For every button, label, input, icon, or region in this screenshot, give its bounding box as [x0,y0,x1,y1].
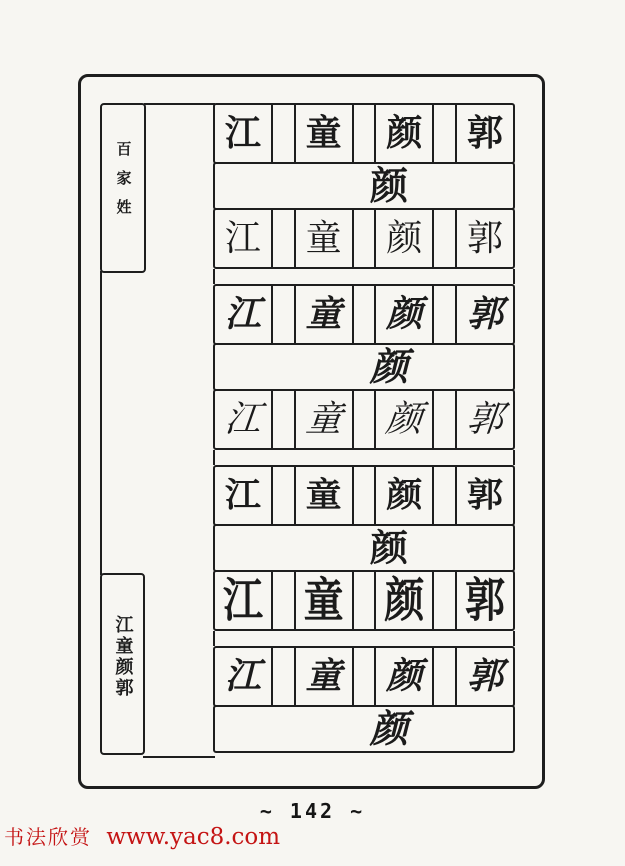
model-char-cell [296,391,354,448]
model-char-cell [376,467,434,524]
practice-gap-cell [434,391,457,448]
model-char: 江 [224,217,261,259]
spacer-row [213,450,515,465]
model-row-cursive [213,389,515,450]
practice-gap-cell [434,467,457,524]
practice-gap-cell [273,467,296,524]
practice-gap-cell [273,286,296,343]
highlight-char: 颜 [369,527,408,569]
practice-gap-cell [354,572,377,629]
watermark-site-url: www.yac8.com [106,824,281,850]
model-char-cell [457,391,513,448]
model-char: 郭 [467,475,504,515]
model-row-regular-script-2 [213,208,515,269]
model-char-cell [215,286,273,343]
model-char-cell [376,210,434,267]
model-char-cell [215,105,273,162]
surname-grid [213,103,515,758]
model-row-semi-cursive [213,284,515,345]
left-rail-line [100,271,102,575]
model-char-cell [296,105,354,162]
practice-gap-cell [273,648,296,705]
model-char: 童 [305,293,342,335]
spacer-row [213,631,515,646]
highlight-row-clerical [213,524,515,572]
highlight-row-running [213,705,515,753]
practice-gap-cell [354,391,377,448]
practice-gap-cell [434,648,457,705]
book-title: 百家姓 [114,140,133,228]
model-char: 郭 [465,573,506,628]
model-char: 江 [222,398,264,440]
model-char: 颜 [386,293,423,335]
sidebar-title-box [100,103,146,273]
highlight-row-regular-script [213,162,515,210]
model-char-cell [457,572,513,629]
practice-gap-cell [354,105,377,162]
practice-gap-cell [354,648,377,705]
model-char: 童 [305,217,342,259]
model-char: 童 [305,655,342,697]
model-char: 江 [224,655,261,697]
highlight-char: 颜 [369,707,408,751]
model-char-cell [376,391,434,448]
model-char: 郭 [467,655,504,697]
model-char-cell [457,210,513,267]
copybook-page-frame [78,74,545,789]
model-char: 童 [305,475,342,515]
watermark [4,821,280,850]
model-char-cell [215,210,273,267]
practice-gap-cell [273,105,296,162]
highlight-row-semi-cursive [213,343,515,391]
model-char: 郭 [464,398,506,440]
practice-gap-cell [434,105,457,162]
model-char-cell [296,286,354,343]
practice-gap-cell [434,210,457,267]
surnames-label: 江童颜郭 [112,615,134,699]
model-char: 颜 [384,398,425,440]
model-char-cell [457,648,513,705]
model-char-cell [296,467,354,524]
model-char: 江 [224,293,261,335]
model-char-cell [376,648,434,705]
model-char-cell [215,572,273,629]
bottom-border-connector [143,756,215,758]
model-row-running [213,646,515,707]
model-char-cell [296,210,354,267]
highlight-char: 颜 [369,164,408,208]
practice-gap-cell [273,391,296,448]
practice-gap-cell [354,210,377,267]
model-char-cell [296,648,354,705]
model-char-cell [215,391,273,448]
practice-gap-cell [434,572,457,629]
model-char: 童 [305,112,342,154]
model-row-regular-script [213,103,515,164]
model-char: 江 [224,475,261,515]
model-char: 童 [303,398,344,440]
spacer-row [213,269,515,284]
model-char: 颜 [384,573,425,628]
model-row-clerical [213,465,515,526]
practice-gap-cell [273,210,296,267]
model-char: 童 [303,573,344,628]
model-char-cell [376,286,434,343]
model-char: 江 [222,573,263,628]
sidebar-surnames-box [100,573,145,755]
model-char-cell [457,467,513,524]
top-border-connector [144,103,215,105]
model-char-cell [376,572,434,629]
model-char: 江 [224,112,261,154]
watermark-site-name: 书法欣赏 [4,825,92,849]
page-number: ~ 142 ~ [259,799,366,823]
practice-gap-cell [354,467,377,524]
model-char-cell [215,467,273,524]
practice-gap-cell [434,286,457,343]
model-char: 颜 [386,655,423,697]
model-row-seal [213,570,515,631]
practice-gap-cell [354,286,377,343]
practice-gap-cell [273,572,296,629]
model-char: 颜 [386,217,423,259]
model-char: 颜 [386,475,423,515]
model-char-cell [296,572,354,629]
model-char-cell [376,105,434,162]
model-char-cell [457,286,513,343]
model-char: 郭 [467,112,504,154]
model-char: 颜 [386,112,423,154]
model-char: 郭 [467,217,504,259]
highlight-char: 颜 [369,345,408,389]
model-char: 郭 [467,293,504,335]
model-char-cell [215,648,273,705]
model-char-cell [457,105,513,162]
